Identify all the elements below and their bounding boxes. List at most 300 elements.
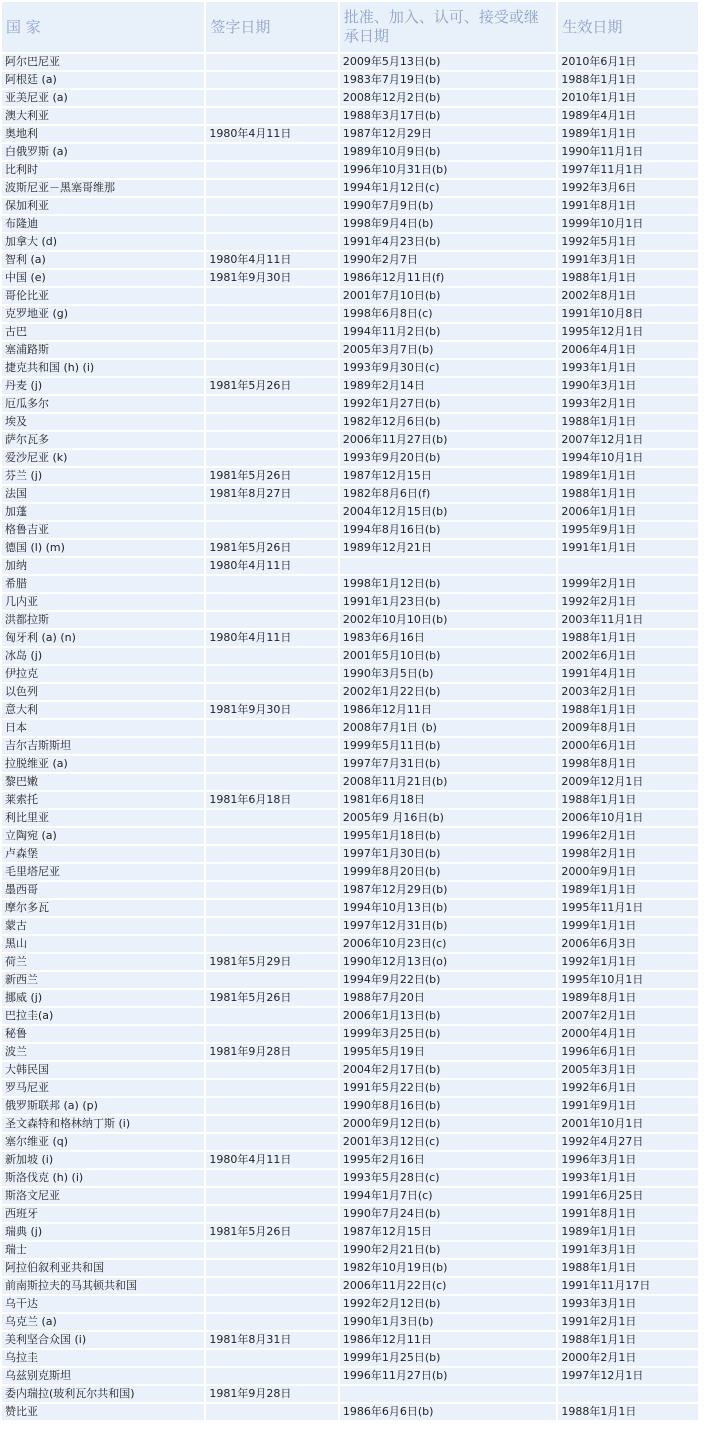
signature-date-cell [206, 90, 338, 106]
ratification-date-cell: 2005年9 月16日(b) [340, 810, 557, 826]
table-row [2, 504, 698, 520]
entry-into-force-cell: 1988年1月1日 [558, 1404, 698, 1420]
table-row [2, 216, 698, 232]
country-cell: 智利 (a) [2, 252, 204, 268]
entry-into-force-cell: 2006年1月1日 [558, 504, 698, 520]
ratification-date-cell: 1990年7月9日(b) [340, 198, 557, 214]
country-cell: 克罗地亚 (g) [2, 306, 204, 322]
ratification-date-cell: 1993年9月30日(c) [340, 360, 557, 376]
entry-into-force-cell: 1993年1月1日 [558, 1170, 698, 1186]
table-row [2, 108, 698, 124]
signature-date-cell [206, 1098, 338, 1114]
signature-date-cell [206, 1134, 338, 1150]
table-row [2, 252, 698, 268]
entry-into-force-cell: 1997年12月1日 [558, 1368, 698, 1384]
ratification-date-cell: 1994年11月2日(b) [340, 324, 557, 340]
entry-into-force-cell: 1999年2月1日 [558, 576, 698, 592]
country-cell: 芬兰 (j) [2, 468, 204, 484]
entry-into-force-cell: 1991年3月1日 [558, 1242, 698, 1258]
table-row [2, 72, 698, 88]
entry-into-force-cell: 1999年10月1日 [558, 216, 698, 232]
entry-into-force-cell: 1992年1月1日 [558, 954, 698, 970]
table-row [2, 468, 698, 484]
entry-into-force-cell: 1996年6月1日 [558, 1044, 698, 1060]
country-cell: 波兰 [2, 1044, 204, 1060]
table-row [2, 576, 698, 592]
country-cell: 捷克共和国 (h) (i) [2, 360, 204, 376]
table-row [2, 1332, 698, 1348]
signature-date-cell [206, 918, 338, 934]
signature-date-cell [206, 828, 338, 844]
country-cell: 斯洛文尼亚 [2, 1188, 204, 1204]
ratification-date-cell: 1986年12月11日(f) [340, 270, 557, 286]
table-row [2, 1314, 698, 1330]
signature-date-cell [206, 72, 338, 88]
table-row [2, 1242, 698, 1258]
country-cell: 波斯尼亚－黑塞哥维那 [2, 180, 204, 196]
entry-into-force-cell: 1988年1月1日 [558, 414, 698, 430]
entry-into-force-cell: 2007年12月1日 [558, 432, 698, 448]
table-row [2, 648, 698, 664]
country-cell: 前南斯拉夫的马其顿共和国 [2, 1278, 204, 1294]
country-cell: 乌干达 [2, 1296, 204, 1312]
ratification-date-cell: 2006年10月23日(c) [340, 936, 557, 952]
entry-into-force-cell: 1991年2月1日 [558, 1314, 698, 1330]
entry-into-force-cell: 1997年11月1日 [558, 162, 698, 178]
country-cell: 乌兹别克斯坦 [2, 1368, 204, 1384]
ratification-date-cell: 1993年5月28日(c) [340, 1170, 557, 1186]
table-row [2, 1350, 698, 1366]
ratification-date-cell: 2004年2月17日(b) [340, 1062, 557, 1078]
country-cell: 黑山 [2, 936, 204, 952]
ratification-date-cell: 1990年1月3日(b) [340, 1314, 557, 1330]
entry-into-force-cell: 2002年6月1日 [558, 648, 698, 664]
ratification-date-cell: 2001年5月10日(b) [340, 648, 557, 664]
entry-into-force-cell: 1988年1月1日 [558, 1260, 698, 1276]
country-cell: 吉尔吉斯斯坦 [2, 738, 204, 754]
country-cell: 阿尔巴尼亚 [2, 54, 204, 70]
signature-date-cell [206, 522, 338, 538]
signature-date-cell: 1981年8月31日 [206, 1332, 338, 1348]
country-cell: 巴拉圭(a) [2, 1008, 204, 1024]
table-row [2, 540, 698, 556]
table-row [2, 198, 698, 214]
ratification-date-cell: 2002年1月22日(b) [340, 684, 557, 700]
table-row [2, 756, 698, 772]
country-cell: 丹麦 (j) [2, 378, 204, 394]
entry-into-force-cell: 1989年4月1日 [558, 108, 698, 124]
country-cell: 加纳 [2, 558, 204, 574]
table-row [2, 1134, 698, 1150]
entry-into-force-cell: 1988年1月1日 [558, 702, 698, 718]
signature-date-cell [206, 54, 338, 70]
country-cell: 格鲁吉亚 [2, 522, 204, 538]
table-row [2, 558, 698, 574]
table-row [2, 702, 698, 718]
ratification-date-cell: 1990年12月13日(o) [340, 954, 557, 970]
country-cell: 墨西哥 [2, 882, 204, 898]
entry-into-force-cell: 1989年1月1日 [558, 468, 698, 484]
ratification-date-cell: 1998年1月12日(b) [340, 576, 557, 592]
table-row [2, 594, 698, 610]
signature-date-cell [206, 1368, 338, 1384]
entry-into-force-cell: 1996年2月1日 [558, 828, 698, 844]
ratification-date-cell: 2009年5月13日(b) [340, 54, 557, 70]
signature-date-cell [206, 1404, 338, 1420]
signature-date-cell [206, 810, 338, 826]
table-row [2, 1368, 698, 1384]
table-row [2, 1224, 698, 1240]
entry-into-force-cell: 2010年6月1日 [558, 54, 698, 70]
signature-date-cell [206, 684, 338, 700]
signature-date-cell [206, 234, 338, 250]
signature-date-cell [206, 360, 338, 376]
table-row [2, 144, 698, 160]
ratification-date-cell: 1987年12月15日 [340, 1224, 557, 1240]
country-cell: 美利坚合众国 (i) [2, 1332, 204, 1348]
country-cell: 秘鲁 [2, 1026, 204, 1042]
ratification-date-cell: 1998年6月8日(c) [340, 306, 557, 322]
table-row [2, 990, 698, 1006]
table-row [2, 1296, 698, 1312]
table-body [2, 54, 698, 1420]
table-row [2, 414, 698, 430]
entry-into-force-cell: 1995年12月1日 [558, 324, 698, 340]
table-header [2, 2, 698, 52]
country-cell: 挪威 (j) [2, 990, 204, 1006]
signature-date-cell [206, 180, 338, 196]
signature-date-cell [206, 1116, 338, 1132]
country-cell: 澳大利亚 [2, 108, 204, 124]
country-cell: 爱沙尼亚 (k) [2, 450, 204, 466]
ratification-date-cell: 2002年10月10日(b) [340, 612, 557, 628]
country-cell: 斯洛伐克 (h) (i) [2, 1170, 204, 1186]
signature-date-cell: 1980年4月11日 [206, 558, 338, 574]
entry-into-force-cell: 1990年3月1日 [558, 378, 698, 394]
ratification-date-cell: 1992年2月12日(b) [340, 1296, 557, 1312]
country-cell: 莱索托 [2, 792, 204, 808]
table-row [2, 684, 698, 700]
ratification-date-cell: 1995年2月16日 [340, 1152, 557, 1168]
entry-into-force-cell: 1991年9月1日 [558, 1098, 698, 1114]
ratification-date-cell: 1999年8月20日(b) [340, 864, 557, 880]
entry-into-force-cell: 1994年10月1日 [558, 450, 698, 466]
signature-date-cell [206, 1062, 338, 1078]
ratification-date-cell: 2008年7月1日 (b) [340, 720, 557, 736]
country-cell: 瑞典 (j) [2, 1224, 204, 1240]
country-cell: 洪都拉斯 [2, 612, 204, 628]
signature-date-cell [206, 756, 338, 772]
table-row [2, 972, 698, 988]
entry-into-force-cell: 1988年1月1日 [558, 72, 698, 88]
table-row [2, 378, 698, 394]
entry-into-force-cell: 1989年1月1日 [558, 126, 698, 142]
signature-date-cell [206, 162, 338, 178]
signature-date-cell [206, 1278, 338, 1294]
table-row [2, 162, 698, 178]
table-row [2, 522, 698, 538]
entry-into-force-cell: 2006年4月1日 [558, 342, 698, 358]
signature-date-cell [206, 594, 338, 610]
table-row [2, 864, 698, 880]
country-cell: 哥伦比亚 [2, 288, 204, 304]
table-row [2, 774, 698, 790]
table-row [2, 738, 698, 754]
entry-into-force-cell: 1988年1月1日 [558, 792, 698, 808]
signature-date-cell [206, 504, 338, 520]
table-row [2, 900, 698, 916]
country-cell: 保加利亚 [2, 198, 204, 214]
entry-into-force-cell: 1995年10月1日 [558, 972, 698, 988]
signature-date-cell [206, 396, 338, 412]
country-cell: 卢森堡 [2, 846, 204, 862]
country-cell: 中国 (e) [2, 270, 204, 286]
country-cell: 瑞士 [2, 1242, 204, 1258]
country-cell: 布隆迪 [2, 216, 204, 232]
signature-date-cell [206, 936, 338, 952]
entry-into-force-cell: 1991年8月1日 [558, 1206, 698, 1222]
signature-date-cell: 1981年5月29日 [206, 954, 338, 970]
ratification-date-cell: 1991年5月22日(b) [340, 1080, 557, 1096]
signature-date-cell: 1980年4月11日 [206, 252, 338, 268]
ratification-date-cell: 1982年10月19日(b) [340, 1260, 557, 1276]
entry-into-force-cell: 1988年1月1日 [558, 1332, 698, 1348]
country-cell: 德国 (l) (m) [2, 540, 204, 556]
signature-date-cell [206, 720, 338, 736]
signature-date-cell: 1981年5月26日 [206, 1224, 338, 1240]
ratification-date-cell: 1994年1月7日(c) [340, 1188, 557, 1204]
country-cell: 比利时 [2, 162, 204, 178]
signature-date-cell [206, 864, 338, 880]
signature-date-cell [206, 1314, 338, 1330]
table-row [2, 792, 698, 808]
country-cell: 毛里塔尼亚 [2, 864, 204, 880]
ratification-date-cell: 1990年8月16日(b) [340, 1098, 557, 1114]
country-cell: 萨尔瓦多 [2, 432, 204, 448]
ratification-date-cell: 1996年11月27日(b) [340, 1368, 557, 1384]
signature-date-cell: 1981年9月28日 [206, 1044, 338, 1060]
entry-into-force-cell: 1991年11月17日 [558, 1278, 698, 1294]
signature-date-cell [206, 450, 338, 466]
table-row [2, 126, 698, 142]
table-row [2, 1026, 698, 1042]
table-row [2, 918, 698, 934]
ratification-date-cell: 1997年1月30日(b) [340, 846, 557, 862]
country-cell: 摩尔多瓦 [2, 900, 204, 916]
entry-into-force-cell: 2010年1月1日 [558, 90, 698, 106]
signature-date-cell: 1981年5月26日 [206, 990, 338, 1006]
table-row [2, 234, 698, 250]
table-row [2, 306, 698, 322]
country-cell: 古巴 [2, 324, 204, 340]
ratification-date-cell: 1990年7月24日(b) [340, 1206, 557, 1222]
country-cell: 委内瑞拉(玻利瓦尔共和国) [2, 1386, 204, 1402]
entry-into-force-cell: 1999年1月1日 [558, 918, 698, 934]
ratification-date-cell: 2005年3月7日(b) [340, 342, 557, 358]
entry-into-force-cell: 1988年1月1日 [558, 486, 698, 502]
entry-into-force-cell: 1988年1月1日 [558, 270, 698, 286]
entry-into-force-cell: 1991年6月25日 [558, 1188, 698, 1204]
signature-date-cell [206, 1008, 338, 1024]
header-entry-into-force-date: 生效日期 [558, 2, 698, 52]
signature-date-cell: 1980年4月11日 [206, 1152, 338, 1168]
ratification-date-cell: 1992年1月27日(b) [340, 396, 557, 412]
country-cell: 利比里亚 [2, 810, 204, 826]
country-cell: 新西兰 [2, 972, 204, 988]
ratification-date-cell: 1982年8月6日(f) [340, 486, 557, 502]
table-row [2, 810, 698, 826]
ratification-date-cell: 2008年11月21日(b) [340, 774, 557, 790]
signature-date-cell [206, 1260, 338, 1276]
country-cell: 阿拉伯叙利亚共和国 [2, 1260, 204, 1276]
table-row [2, 432, 698, 448]
ratification-date-cell: 2006年1月13日(b) [340, 1008, 557, 1024]
country-cell: 圣文森特和格林纳丁斯 (i) [2, 1116, 204, 1132]
ratification-date-cell: 1991年4月23日(b) [340, 234, 557, 250]
signature-date-cell [206, 288, 338, 304]
country-cell: 奥地利 [2, 126, 204, 142]
entry-into-force-cell: 1995年9月1日 [558, 522, 698, 538]
entry-into-force-cell: 1992年4月27日 [558, 1134, 698, 1150]
signature-date-cell [206, 144, 338, 160]
signature-date-cell [206, 108, 338, 124]
country-cell: 以色列 [2, 684, 204, 700]
country-cell: 法国 [2, 486, 204, 502]
ratification-date-cell: 1996年10月31日(b) [340, 162, 557, 178]
ratification-date-cell: 1990年2月21日(b) [340, 1242, 557, 1258]
table-row [2, 1098, 698, 1114]
ratification-date-cell: 1989年12月21日 [340, 540, 557, 556]
signature-date-cell [206, 1026, 338, 1042]
entry-into-force-cell: 1989年8月1日 [558, 990, 698, 1006]
entry-into-force-cell: 1991年1月1日 [558, 540, 698, 556]
table-row [2, 612, 698, 628]
ratification-date-cell: 1987年12月29日 [340, 126, 557, 142]
ratification-date-cell: 1994年9月22日(b) [340, 972, 557, 988]
entry-into-force-cell: 2006年10月1日 [558, 810, 698, 826]
table-row [2, 1170, 698, 1186]
table-row [2, 288, 698, 304]
signature-date-cell [206, 1350, 338, 1366]
table-row [2, 486, 698, 502]
entry-into-force-cell: 1988年1月1日 [558, 630, 698, 646]
signature-date-cell [206, 216, 338, 232]
ratification-date-cell: 1986年12月11日 [340, 702, 557, 718]
table-row [2, 324, 698, 340]
signature-date-cell [206, 414, 338, 430]
ratification-date-cell: 1988年3月17日(b) [340, 108, 557, 124]
table-row [2, 1116, 698, 1132]
entry-into-force-cell: 1996年3月1日 [558, 1152, 698, 1168]
signature-date-cell [206, 576, 338, 592]
entry-into-force-cell: 1990年11月1日 [558, 144, 698, 160]
ratification-date-cell: 1993年9月20日(b) [340, 450, 557, 466]
entry-into-force-cell: 1993年2月1日 [558, 396, 698, 412]
table-row [2, 360, 698, 376]
signature-date-cell: 1980年4月11日 [206, 126, 338, 142]
entry-into-force-cell: 1989年1月1日 [558, 882, 698, 898]
country-cell: 拉脱维亚 (a) [2, 756, 204, 772]
signature-date-cell [206, 612, 338, 628]
ratification-date-cell: 1987年12月29日(b) [340, 882, 557, 898]
signature-date-cell: 1981年5月26日 [206, 540, 338, 556]
signature-date-cell: 1981年9月30日 [206, 270, 338, 286]
ratification-date-cell: 1994年8月16日(b) [340, 522, 557, 538]
entry-into-force-cell: 2002年8月1日 [558, 288, 698, 304]
ratification-date-cell: 1999年1月25日(b) [340, 1350, 557, 1366]
ratification-date-cell: 1991年1月23日(b) [340, 594, 557, 610]
ratification-date-cell [340, 1386, 557, 1402]
entry-into-force-cell: 2009年8月1日 [558, 720, 698, 736]
country-cell: 希腊 [2, 576, 204, 592]
country-cell: 伊拉克 [2, 666, 204, 682]
entry-into-force-cell: 1992年5月1日 [558, 234, 698, 250]
table-row [2, 1062, 698, 1078]
table-row [2, 630, 698, 646]
country-cell: 冰岛 (j) [2, 648, 204, 664]
country-cell: 乌克兰 (a) [2, 1314, 204, 1330]
entry-into-force-cell: 1991年10月8日 [558, 306, 698, 322]
entry-into-force-cell: 1993年3月1日 [558, 1296, 698, 1312]
signature-date-cell [206, 324, 338, 340]
entry-into-force-cell: 2003年11月1日 [558, 612, 698, 628]
ratification-date-cell: 1995年1月18日(b) [340, 828, 557, 844]
country-cell: 亚美尼亚 (a) [2, 90, 204, 106]
entry-into-force-cell [558, 558, 698, 574]
signature-date-cell: 1980年4月11日 [206, 630, 338, 646]
table-row [2, 720, 698, 736]
table-row [2, 936, 698, 952]
ratification-date-cell: 2001年3月12日(c) [340, 1134, 557, 1150]
table-row [2, 1080, 698, 1096]
signature-date-cell [206, 432, 338, 448]
entry-into-force-cell: 1992年2月1日 [558, 594, 698, 610]
entry-into-force-cell: 1992年3月6日 [558, 180, 698, 196]
entry-into-force-cell: 2000年4月1日 [558, 1026, 698, 1042]
ratification-date-cell: 2008年12月2日(b) [340, 90, 557, 106]
ratification-date-cell: 2006年11月27日(b) [340, 432, 557, 448]
ratification-date-cell: 1990年2月7日 [340, 252, 557, 268]
ratification-date-cell: 1989年2月14日 [340, 378, 557, 394]
ratification-date-cell: 1995年5月19日 [340, 1044, 557, 1060]
signature-date-cell: 1981年9月28日 [206, 1386, 338, 1402]
entry-into-force-cell: 1993年1月1日 [558, 360, 698, 376]
table-row [2, 1152, 698, 1168]
ratification-date-cell: 2000年9月12日(b) [340, 1116, 557, 1132]
ratification-date-cell [340, 558, 557, 574]
country-cell: 阿根廷 (a) [2, 72, 204, 88]
ratification-date-cell: 1998年9月4日(b) [340, 216, 557, 232]
table-row [2, 1260, 698, 1276]
table-row [2, 666, 698, 682]
signature-date-cell [206, 1170, 338, 1186]
signature-date-cell [206, 774, 338, 790]
signature-date-cell [206, 1296, 338, 1312]
ratification-date-cell: 1986年6月6日(b) [340, 1404, 557, 1420]
country-cell: 日本 [2, 720, 204, 736]
entry-into-force-cell: 1991年3月1日 [558, 252, 698, 268]
entry-into-force-cell: 1989年1月1日 [558, 1224, 698, 1240]
ratification-date-cell: 1997年12月31日(b) [340, 918, 557, 934]
header-signature-date: 签字日期 [206, 2, 338, 52]
entry-into-force-cell: 2005年3月1日 [558, 1062, 698, 1078]
table-row [2, 342, 698, 358]
table-row [2, 180, 698, 196]
table-row [2, 1008, 698, 1024]
signature-date-cell [206, 342, 338, 358]
signature-date-cell [206, 900, 338, 916]
table-row [2, 270, 698, 286]
